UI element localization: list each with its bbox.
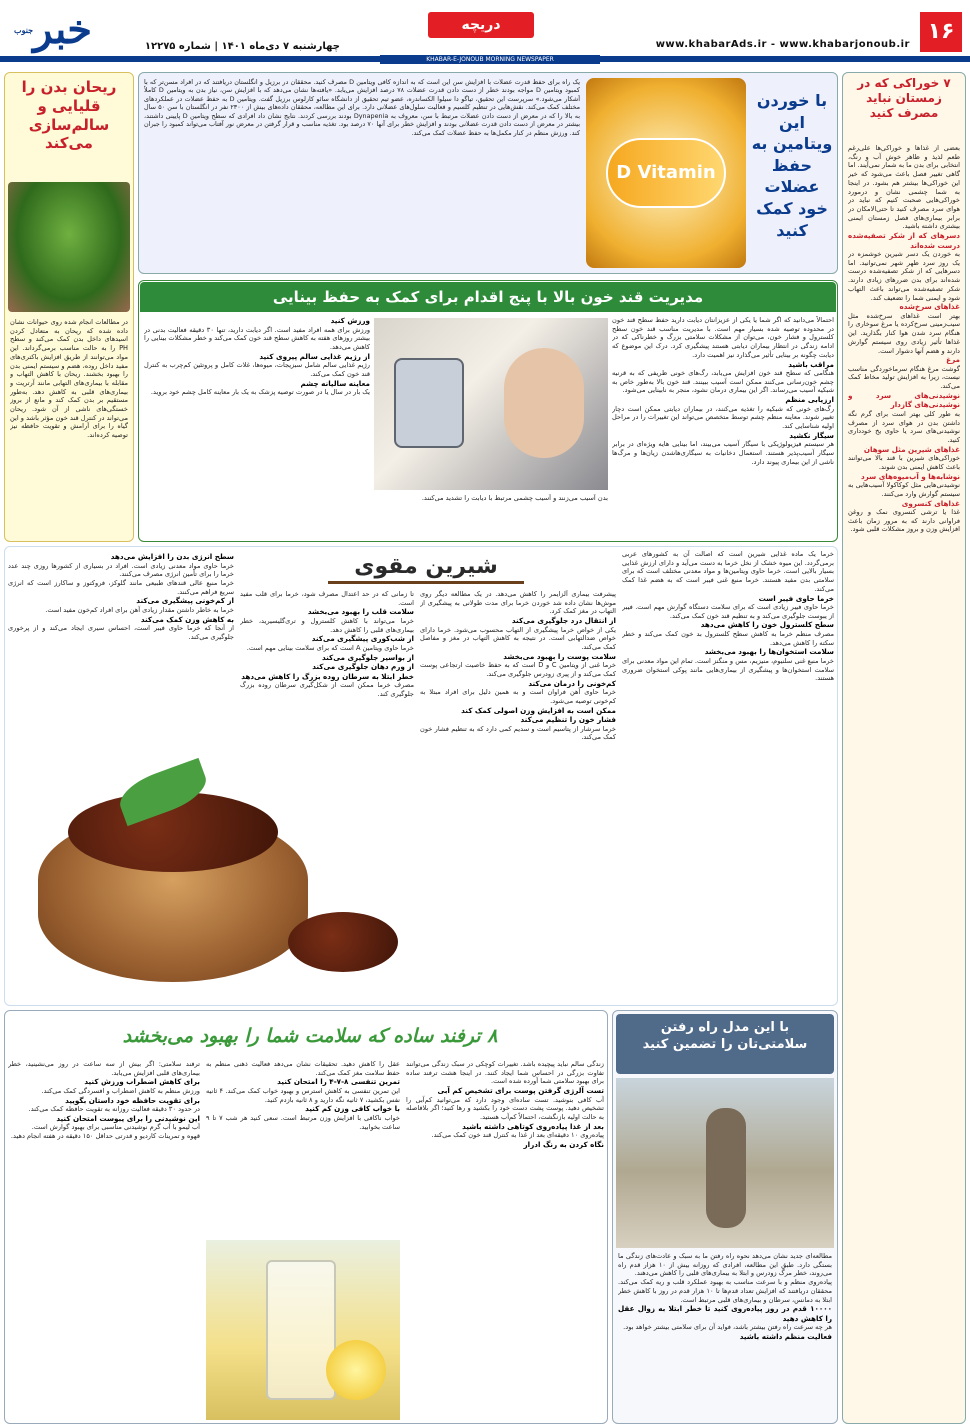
lemon-slice-icon: [326, 1340, 386, 1400]
walking-man-image: [616, 1078, 834, 1248]
dates-title: شیرین مقوی: [328, 552, 524, 584]
newspaper-logo[interactable]: خبر$^{جنوب}$: [14, 6, 92, 53]
dates-col2: پیشرفت بیماری آلزایمر را کاهش می‌دهد. در یک مطالعه دیگر روی موش‌ها نشان داده شد خوردن خرما برای مدت طولانی به پیشگیری از التهاب در مغز کمک کرد. از انتقال درد جلوگیری می‌کند یکی از خواص خرما پیشگیری از التهاب محسوب می‌شود. خرما دارای خواص ضدالتهابی است. در نتیجه به کاهش التهاب در مغز و مفاصل کمک می‌کند. سلامت پوست را بهبود می‌بخشد خرما غنی از ویتامین C و D است که به حفظ خاصیت ارتجاعی پوست کمک می‌کند و از پیری زودرس جلوگیری می‌کند. کم‌خونی را درمان می‌کند خرما حاوی آهن فراوان است و به همین دلیل برای افراد مبتلا به کم‌خونی توصیه می‌شود. ممکن است به افزایش وزن اصولی کمک کند فشار خون را تنظیم می‌کند خرما سرشار از پتاسیم است و سدیم کمی دارد که به تنظیم فشار خون کمک می‌کند.: [420, 590, 616, 742]
basil-image: [8, 182, 130, 312]
issue-date: چهارشنبه ۷ دی‌ماه ۱۴۰۱ | شماره ۱۲۲۷۵: [144, 41, 340, 52]
diabetes-col1: احتمالاً می‌دانید که اگر شما یا یکی از عزیزانتان دیابت دارید حفظ سطح قند خون در محدوده توصیه شده بسیار مهم است. با مدیریت مناسب قند خون سطح کلسترول و فشار خون، می‌توان از مشکلات سلامتی بزرگ و خطرناکی که در ادامه زندگی در انتظار بیماران دیابتی هستند پیشگیری کرد. درک این موضوع که دیابت چگونه بر بینایی تأثیر می‌گذارد نیز اهمیت دارد. مراقب باشید هنگامی که سطح قند خون افزایش می‌یابد، رگ‌های خونی ظریفی که به قرنیه چشم خون‌رسانی می‌کنند ممکن است آسیب ببینند. قند خون بالا به‌طور خاص به شبکیه آسیب می‌رساند. اگر این بیماری درمان نشود، منجر به نابینایی می‌شود. ارزیابی منظم رگ‌های خونی که شبکیه را تغذیه می‌کنند، در بیماران دیابتی ممکن است دچار تغییر شوند. معاینه منظم چشم توسط متخصص می‌تواند این تغییرات را در مراحل اولیه شناسایی کند. سیگار نکشید هر سیستم فیزیولوژیکی با سیگار آسیب می‌بیند، اما بینایی هایه ویژه‌ای در برابر سیگار آسیب‌پذیر هستند. استعمال دخانیات به سیگاری‌ها‌شدن زیان‌ها و مرگ‌ها ناشی از این بیماری پیوند دارد.: [612, 316, 834, 466]
vitamin-headline: با خوردن این ویتامین به حفظ عضلات خود کمک کنید: [751, 91, 833, 240]
patient-face-icon: [504, 348, 584, 458]
tips-col2: عقل را کاهش دهید. تحقیقات نشان می‌دهد فعالیت ذهنی منظم به حفظ سلامت مغز کمک می‌کند. تمرین تنفسی ۸-۷-۴ را امتحان کنید این تمرین تنفسی به کاهش استرس و بهبود خواب کمک می‌کند. ۴ ثانیه نفس بکشید، ۷ ثانیه نگه دارید و ۸ ثانیه بازدم کنید. با خواب کافی وزن کم کنید خواب ناکافی با افزایش وزن مرتبط است. سعی کنید هر شب ۷ تا ۹ ساعت بخوابید.: [206, 1060, 400, 1131]
basil-title: ریحان بدن را قلیایی و سالم‌سازی می‌کند: [21, 78, 117, 153]
foods-body: بعضی از غذاها و خوراکی‌ها علی‌رغم طعم لذیذ و ظاهر خوش آب و رنگ، انتخابی برای بدن ما به شمار نمی‌آیند. اما گاهی تغییر فصل باعث می‌شود که خیر این خوراکی‌ها بیشتر هم بشود. در اینجا به شما چشمی نشان و درمورد خوراکی‌هایی صحبت کنیم که نباید در هوای سرد مصرف کنید تا حتی‌الامکان در برابر بیماری‌های فصل زمستان ایمنی بیشتری داشته باشید. دسرهای که از شکر تصفیه‌شده درست شده‌اند به خوردن یک دسر شیرین خوشمزه در یک روز سرد ظهر شهر نمی‌توانید. اما دسرهایی که از شکر تصفیه‌شده درست شده‌اند برای بدن ضررهای زیادی دارند. شکر تصفیه‌شده می‌تواند باعث التهاب شود و ایمنی شما را تضعیف کند. غذاهای سرخ‌شده بهتر است غذاهای سرخ‌شده مثل سیب‌زمینی سرخ‌کرده یا مرغ سوخاری را هنگام سرد شدن هوا کنار بگذارید. این غذاها تأثیر زیادی روی سیستم گوارش دارند و هضم آنها دشوار است. مرغ گوشت مرغ هنگام سرماخوردگی مناسب نیست، زیرا به افزایش تولید مخاط کمک می‌کند. نوشیدنی‌های سرد و نوشیدنی‌های گازدار به طور کلی بهتر است برای گرم نگه داشتن بدن در هوای سرد از مصرف نوشیدنی‌های سرد یا حاوی یخ خودداری کنید. غذاهای شیرین مثل سوهان خوراکی‌های شیرین با قند بالا می‌توانند باعث کاهش ایمنی بدن شوند. نوشابه‌ها و آب‌میوه‌های سرد نوشیدنی‌هایی مثل کوکاکولا آسیب‌هایی به سیستم گوارش وارد می‌کنند. غذاهای کنسروی غذا یا ترشی کنسروی نمک و روغن فراوانی دارند که به مرور زمان باعث افزایش وزن و بروز مشکلات قلبی شود.: [848, 144, 960, 534]
eye-device-icon: [394, 358, 464, 448]
vitamin-pill-icon: D Vitamin: [606, 138, 726, 208]
section-title: دریچه: [428, 12, 534, 38]
tips-title: ۸ ترفند ساده که سلامت شما را بهبود می‌بخشد: [122, 1025, 498, 1047]
tips-col1: زندگی سالم نباید پیچیده باشد. تغییرات کوچکی در سبک زندگی می‌توانند تفاوت بزرگی در احساس شما ایجاد کنند. در اینجا هشت ترفند ساده برای بهبود سلامتی شما آورده شده است. تست آلرژی گرفتن پوست برای تشخیص کم آبی آب کافی بنوشید. تست ساده‌ای وجود دارد که می‌توانید کم‌آبی را تشخیص دهید. پوست پشت دست خود را بکشید و رها کنید؛ اگر بلافاصله به حالت اولیه بازنگشت، احتمالاً کم‌آب هستید. بعد از غذا پیاده‌روی کوتاهی داشته باشید پیاده‌روی ۱۰ دقیقه‌ای بعد از غذا به کنترل قند خون کمک می‌کند. نگاه کردن به رنگ ادرار: [406, 1060, 604, 1149]
diabetes-col2: ورزش کنید ورزش برای همه افراد مفید است. اگر دیابت دارید، تنها ۳۰ دقیقه فعالیت بدنی در بیشتر روزهای هفته به کاهش سطح قند خون کمک می‌کند و خطر مشکلات بینایی را کاهش می‌دهد. از رژیم غذایی سالم پیروی کنید رژیم غذایی سالم شامل سبزیجات، میوه‌ها، غلات کامل و پروتئین کم‌چرب به کنترل قند خون کمک می‌کند. معاینه سالیانه چشم یک بار در سال یا در صورت توصیه پزشک به یک بار معاینه کامل چشم خود بروید.: [144, 316, 370, 397]
lemon-drink-image: [206, 1240, 400, 1420]
basil-body: در مطالعات انجام شده روی حیوانات نشان داده شده که ریحان به متعادل کردن اسیدهای داخل بدن کمک می‌کند و سطح PH را به حالت مناسب برمی‌گرداند. این مواد می‌توانند از طریق افزایش باکتری‌های مفید داخل روده، هضم و سیستم ایمنی بدن را بهبود بخشند. ریحان با کاهش التهاب و مقابله با بیماری‌های التهابی مانند آرتریت و بیماری‌های قلبی به کاهش دهد. به‌طور مستقیم بر بدن کمک کند و مانع از بروز خستگی‌های ناشی از آن شود. ریحان می‌تواند در کنترل قند خون مؤثر باشد و این گیاه را برای آرامش و تقویت حافظه نیز توصیه کرده‌اند.: [10, 318, 128, 440]
vitamin-d-image: [586, 78, 746, 268]
diabetes-title: مدیریت قند خون بالا با پنج اقدام برای کمک به حفظ بینایی: [140, 282, 836, 312]
foods-title: ۷ خوراکی که در زمستان نباید مصرف کنید: [857, 76, 951, 120]
paper-name: KHABAR-E-JONOUB MORNING NEWSPAPER: [380, 55, 600, 64]
dates-col1: خرما یک ماده غذایی شیرین است که اصالت آن به کشورهای عربی برمی‌گردد. این میوه خشک از نخل خرما به دست می‌آید و دارای ارزش غذایی بسیار بالایی است. خرما حاوی ویتامین‌ها و مواد معدنی مختلف است که برای سلامتی بدن مفید هستند. خرما منبع غنی فیبر است که به هضم غذا کمک می‌کند. خرما حاوی فیبر است خرما حاوی فیبر زیادی است که برای سلامت دستگاه گوارش مهم است. فیبر از یبوست جلوگیری می‌کند و به تنظیم قند خون کمک می‌کند. سطح کلسترول خون را کاهش می‌دهد مصرف منظم خرما به کاهش سطح کلسترول بد خون کمک می‌کند و خطر سکته را کاهش می‌دهد. سلامت استخوان‌ها را بهبود می‌بخشد خرما منبع غنی سلنیوم، منیزیم، مس و منگنز است. تمام این مواد معدنی برای سلامت استخوان‌ها و پیشگیری از بیماری‌هایی مانند پوکی استخوان ضروری هستند.: [622, 550, 834, 683]
glass-icon: [266, 1260, 336, 1400]
walking-title: با این مدل راه رفتن سلامتی‌تان را تضمین کنید: [616, 1014, 834, 1074]
dates-bowl-image: [8, 752, 428, 1002]
vitamin-body: یک راه برای حفظ قدرت عضلات با افزایش سن این است که به اندازه کافی ویتامین D مصرف کنید. محققان در برزیل و انگلستان دریافتند که در افراد مسن‌تر که با کمبود ویتامین D مواجه بودند خطر از دست دادن قدرت عضلات ۷۸ درصد افزایش می‌یابد. «یافته‌ها نشان می‌دهد که با افزایش سن، نیاز بدن به ویتامین D کاملاً آشکار می‌شود.» سرپرست این تحقیق، تیاگو دا سیلوا الکساندره، عضو تیم تحقیق از دانشگاه سائو کارلوس برزیل گفت. ویتامین D به حفظ عضلات در عملکردهای مختلف کمک می‌کند. نقش‌هایی در تنظیم کلسیم و فعالیت سلول‌های عضلانی دارد. برای این مطالعه، محققان داده‌های بیش از ۲۳۰۰ نفر در انگلستان با سن ۵۰ سال به بالا را که در معرض از دست دادن عضلات مرتبط با سن، معروف به Dynapenia بودند بررسی کردند. نتایج نشان داد افرادی که سطح ویتامین D پایینی داشتند، بیشتر در معرض از دست دادن قدرت عضلانی بودند و افزایش خطر برای آنها ۷۰ درصد بود. تغذیه مناسب و قرار گرفتن در معرض نور آفتاب می‌تواند کمبود را جبران کند. ورزش منظم در کنار مکمل‌ها به حفظ عضلات کمک می‌کند.: [144, 78, 580, 137]
eye-image-caption: بدن آسیب می‌زنند و آسیب چشمی مرتبط با دیابت را تشدید می‌کنند.: [421, 494, 608, 502]
page-number: ۱۶: [920, 12, 962, 52]
eye-exam-image: [374, 318, 608, 490]
dates-col4: سطح انرژی بدن را افزایش می‌دهد خرما حاوی مواد معدنی زیادی است. افراد در بسیاری از کشورها روزی چند عدد خرما را برای تأمین انرژی مصرف می‌کنند. خرما منبع عالی قندهای طبیعی مانند گلوکز، فروکتوز و ساکارز است که انرژی سریع فراهم می‌کنند. از کم‌خونی پیشگیری می‌کند خرما به خاطر داشتن مقدار زیادی آهن برای افراد کم‌خون مفید است. به کاهش وزن کمک می‌کند از آنجا که خرما حاوی فیبر است، احساس سیری ایجاد می‌کند و از پرخوری جلوگیری می‌کند.: [8, 552, 234, 641]
tips-col3: ترفند سلامتی: اگر بیش از سه ساعت در روز می‌نشینید، خطر بیماری‌های قلبی افزایش می‌یابد. برای کاهش اضطراب ورزش کنید ورزش منظم به کاهش اضطراب و افسردگی کمک می‌کند. برای تقویت حافظه خود داستان بگویید در حدود ۳۰ دقیقه فعالیت روزانه به تقویت حافظه کمک می‌کند. این نوشیدنی را برای یبوست امتحان کنید آب لیمو با آب گرم نوشیدنی مناسبی برای بهبود گوارش است. قهوه و تمرینات کاردیو و قدرتی حداقل ۱۵۰ دقیقه در هفته انجام دهید.: [8, 1060, 200, 1141]
walking-body: مطالعه‌ای جدید نشان می‌دهد نحوه راه رفتن ما به سبک و عادت‌های زندگی ما بستگی دارد. طبق این مطالعه، افرادی که روزانه بیش از ۱۰ هزار قدم راه می‌روند، خطر مرگ زودرس و ابتلا به بیماری‌های قلبی را کاهش می‌دهند. پیاده‌روی منظم و با سرعت مناسب به بهبود عملکرد قلب و ریه کمک می‌کند. محققان دریافتند که افزایش تعداد قدم‌ها تا ۱۰ هزار قدم در روز با کاهش خطر ابتلا به دمانس، سرطان و بیماری‌های قلبی مرتبط است. ۱۰۰۰۰ قدم در روز پیاده‌روی کنید تا خطر ابتلا به زوال عقل را کاهش دهید هر چه سرعت راه رفتن بیشتر باشد، فواید آن برای سلامتی بیشتر خواهد بود. فعالیت منظم داشته باشید: [618, 1252, 832, 1341]
walking-man-icon: [706, 1108, 746, 1228]
dates-col3: تا زمانی که در حد اعتدال مصرف شود، خرما برای قلب مفید است. سلامت قلب را بهبود می‌بخشد خرما می‌تواند با کاهش کلسترول و تری‌گلیسیرید، خطر بیماری‌های قلبی را کاهش دهد. از شب‌کوری پیشگیری می‌کند خرما حاوی ویتامین A است که برای سلامت بینایی مهم است. از بواسیر جلوگیری می‌کند از ورم دهان جلوگیری می‌کند خطر ابتلا به سرطان روده بزرگ را کاهش می‌دهد مصرف خرما ممکن است از شکل‌گیری سرطان روده بزرگ جلوگیری کند.: [240, 590, 414, 698]
website-links[interactable]: www.khabarAds.ir - www.khabarjonoub.ir: [655, 39, 910, 50]
loose-dates-icon: [288, 912, 398, 972]
